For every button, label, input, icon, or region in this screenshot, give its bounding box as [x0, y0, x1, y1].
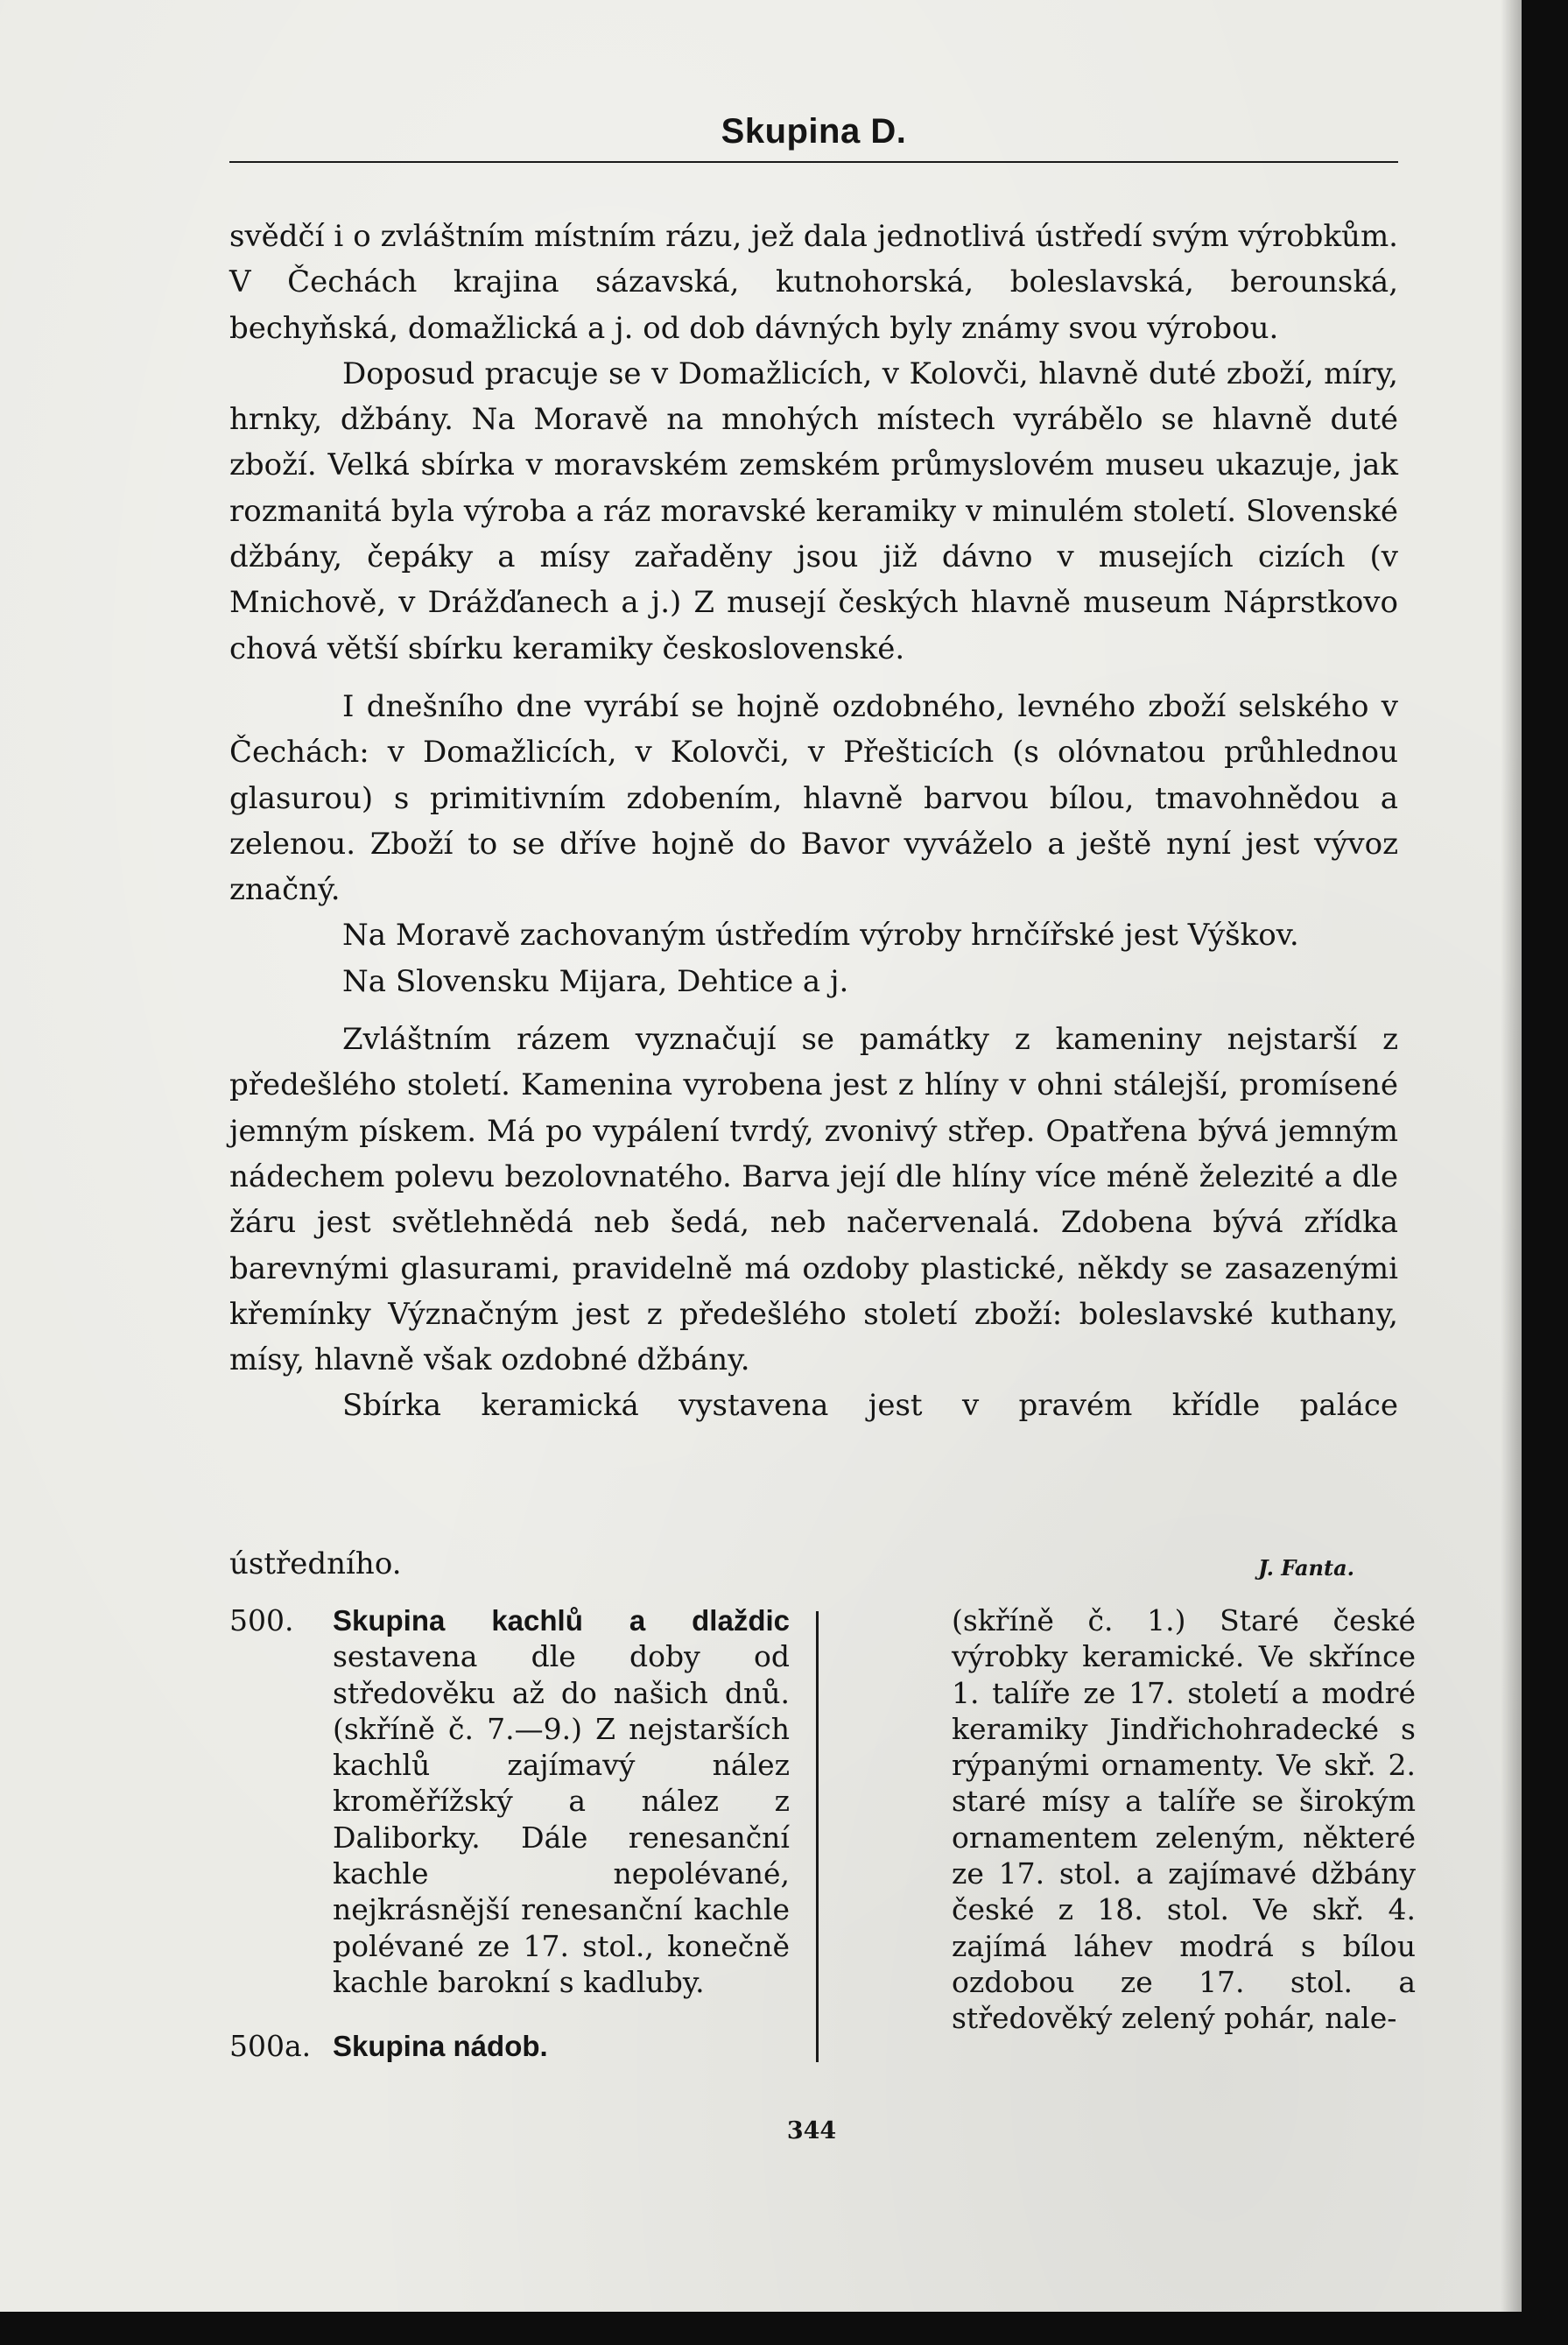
catalog-entry-500: [229, 1602, 790, 2000]
author-signature: J. Fanta.: [1258, 1555, 1354, 1581]
closing-line: [229, 1546, 1398, 1599]
right-column: [952, 1602, 1416, 2037]
column-divider: [816, 1611, 819, 2062]
closing-text: ústředního.: [229, 1546, 402, 1581]
left-column: [229, 1602, 790, 2065]
entry-description: sestavena dle doby od středověku až do našich dnů. (skříně č. 7.—9.) Z nejstarších kachlů zajímavý nález kroměřížský a nález z Daliborky. Dále renesanční kachle nepolévané, nejkrásnější renesanční kachle polévané ze 17. stol., konečně kachle barokní s kadluby.: [333, 1639, 790, 1999]
paragraph-domazlice: Doposud pracuje se v Domažlicích, v Kolovči, hlavně duté zboží, míry, hrnky, džbány. Na Moravě na mnohých místech vyrábělo se hlavně duté zboží. Velká sbírka v moravském zemském průmyslovém museu ukazuje, jak rozmanitá byla výroba a ráz moravské keramiky v minulém století. Slovenské džbány, čepáky a mísy zařaděny jsou již dávno v musejích cizích (v Mnichově, v Drážďanech a j.) Z musejí českých hlavně museum Náprstkovo chová větší sbírku keramiky československé.: [229, 356, 1398, 666]
paragraph-current-production: I dnešního dne vyrábí se hojně ozdobného, levného zboží selského v Čechách: v Domažlicích, v Kolovči, v Přešticích (s olóvnatou průhlednou glasurou) s primitivním zdobením, hlavně barvou bílou, tmavohnědou a zelenou. Zboží to se dříve hojně do Bavor vyváželo a ještě nyní jest vývoz značný.: [229, 688, 1398, 908]
page-edge-shadow: [1501, 0, 1522, 2312]
paragraph-collection: Sbírka keramická vystavena jest v pravém křídle paláce: [342, 1388, 1398, 1424]
header-rule: [229, 161, 1398, 163]
paragraph-stoneware: Zvláštním rázem vyznačují se památky z kameniny nejstarší z předešlého století. Kamenina vyrobena jest z hlíny v ohni stálejší, promísené jemným pískem. Má po vypálení tvrdý, zvonivý střep. Opatřena bývá jemným nádechem polevu bezolovnatého. Barva její dle hlíny více méně železité a dle žáru jest světlehnědá neb šedá, neb načervenalá. Zdobena bývá zřídka barevnými glasurami, pravidelně má ozdoby plastické, někdy se zasazenými křemínky Význačným jest z předešlého století zboží: boleslavské kuthany, mísy, hlavně však ozdobné džbány.: [229, 1022, 1398, 1378]
paragraph-moravia: Na Moravě zachovaným ústředím výroby hrnčířské jest Výškov.: [342, 918, 1299, 954]
entry-number: 500.: [229, 1603, 294, 1637]
page-number: 344: [786, 2117, 837, 2144]
entry-continuation: (skříně č. 1.) Staré české výrobky keramické. Ve skřínce 1. talíře ze 17. století a modré keramiky Jindřichohradecké s rýpanými ornamenty. Ve skř. 2. staré mísy a talíře se širokým ornamentem zeleným, některé ze 17. stol. a zajímavé džbány české z 18. stol. Ve skř. 4. zajímá láhev modrá s bílou ozdobou ze 17. stol. a středověký zelený pohár, nale-: [952, 1603, 1416, 2036]
entry-title: Skupina nádob.: [333, 2030, 548, 2063]
paragraph-slovakia: Na Slovensku Mijara, Dehtice a j.: [342, 963, 849, 999]
paragraph-continuation: svědčí i o zvláštním místním rázu, jež dala jednotlivá ústředí svým výrobkům. V Čechách krajina sázavská, kutnohorská, boleslavská, berounská, bechyňská, domažlická a j. od dob dávných byly známy svou výrobou.: [229, 219, 1398, 346]
entry-number: 500a.: [229, 2029, 312, 2064]
running-head: Skupina D.: [721, 112, 907, 151]
main-text: [229, 214, 1398, 1429]
catalog-entry-500a: [229, 2028, 790, 2064]
entry-title: Skupina kachlů a dlaždic: [333, 1604, 790, 1637]
